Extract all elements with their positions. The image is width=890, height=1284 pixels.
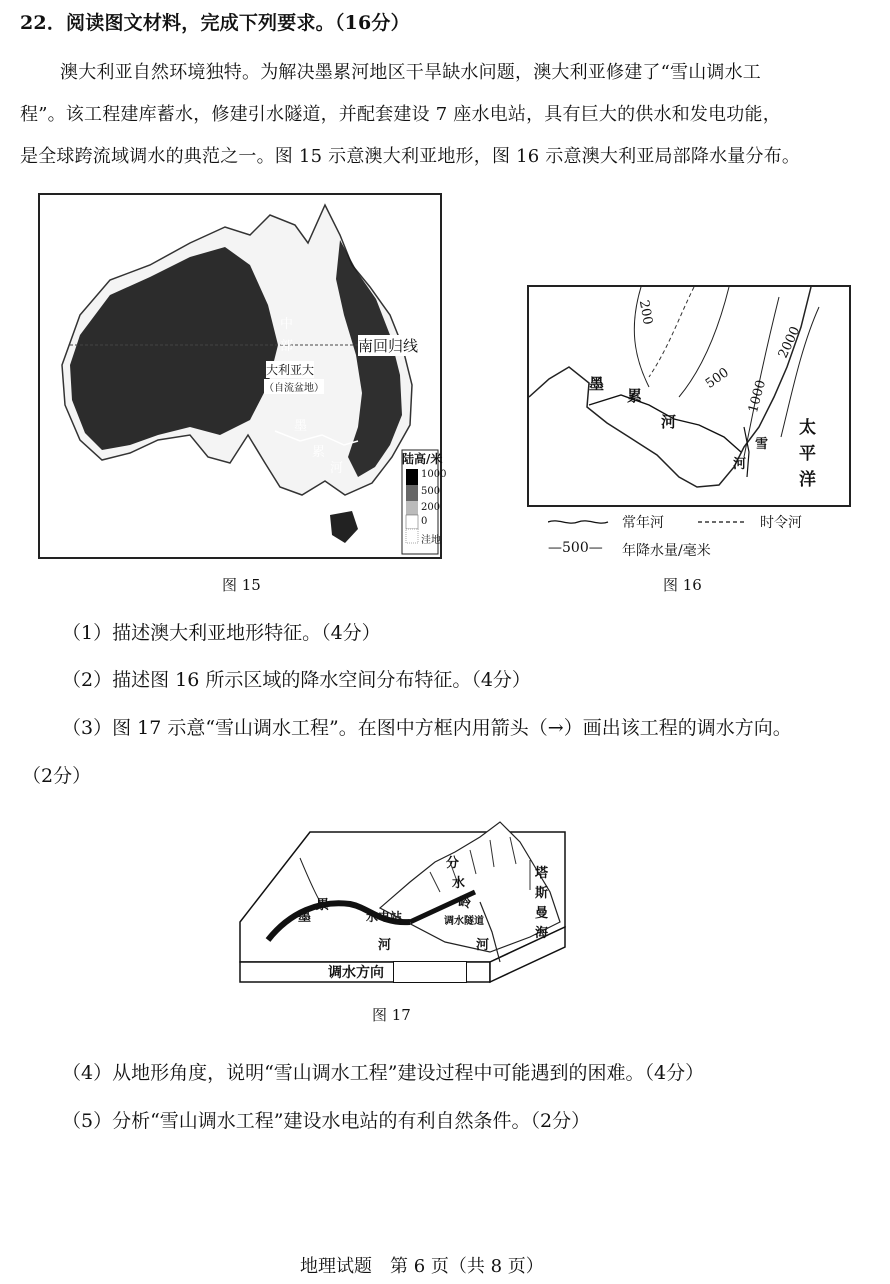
legend-isohyet: 年降水量/毫米 (622, 543, 711, 559)
fig17-caption: 图 17 (372, 1006, 411, 1024)
murray-label-3: 河 (661, 413, 677, 431)
subquestion-5: （5）分析“雪山调水工程”建设水电站的有利自然条件。（2分） (62, 1110, 591, 1132)
fig17-murray-3: 河 (378, 938, 392, 953)
paragraph-line-1: 澳大利亚自然环境独特。为解决墨累河地区干旱缺水问题，澳大利亚修建了“雪山调水工 (60, 62, 761, 83)
contour-label-200: 200 (635, 298, 655, 327)
lowland-label: （自流盆地） (264, 379, 324, 394)
legend-swatch-500 (406, 485, 418, 501)
contour-label-1000: 1000 (746, 378, 770, 415)
fig17-tunnel: 调水隧道 (444, 916, 484, 927)
legend-perennial-symbol (548, 521, 608, 523)
legend-swatch-0 (406, 515, 418, 529)
legend-perennial: 常年河 (622, 515, 664, 531)
tasmania (330, 511, 358, 543)
rainfall-map (527, 285, 851, 507)
fig17-tasman-1: 塔 (535, 866, 549, 881)
legend-value-depression: 洼地 (421, 535, 441, 546)
coastline (529, 287, 811, 487)
terrain-map-graphic (40, 195, 443, 557)
page-footer: 地理试题 第 6 页（共 8 页） (300, 1256, 544, 1277)
murray-label-1: 墨 (589, 375, 605, 393)
central-label: 中 (280, 317, 294, 332)
western-plateau (70, 247, 278, 450)
seasonal-river (649, 287, 694, 377)
snowy-label-2: 河 (733, 457, 747, 472)
legend-value-500: 500 (421, 486, 441, 497)
legend-value-0: 0 (421, 516, 428, 527)
fig17-tasman-3: 曼 (535, 906, 549, 921)
subquestion-3-score: （2分） (22, 765, 92, 787)
fig16-caption: 图 16 (663, 576, 702, 594)
fig15-caption: 图 15 (222, 576, 261, 594)
murray-label-1: 墨 (294, 419, 308, 434)
question-header: 22．阅读图文材料，完成下列要求。（16分） (20, 12, 410, 34)
pacific-label-2: 平 (799, 444, 816, 464)
murray-label-2: 累 (312, 445, 326, 460)
fig17-tasman-4: 海 (535, 926, 549, 941)
legend-swatch-1000 (406, 469, 418, 485)
fig17-murray-2: 累 (316, 898, 330, 913)
subquestion-4: （4）从地形角度，说明“雪山调水工程”建设过程中可能遇到的困难。（4分） (62, 1062, 705, 1084)
fig17-hydro: 水电站 (366, 910, 403, 924)
australia-terrain-map (38, 193, 447, 559)
legend-value-1000: 1000 (421, 469, 447, 480)
legend-swatch-depression (406, 529, 418, 543)
paragraph-line-2: 程”。该工程建库蓄水，修建引水隧道，并配套建设 7 座水电站，具有巨大的供水和发电功能， (20, 104, 781, 125)
contour-label-2000: 2000 (775, 324, 804, 361)
pacific-label-1: 太 (799, 418, 816, 438)
subquestion-2: （2）描述图 16 所示区域的降水空间分布特征。（4分） (62, 669, 531, 691)
contour-label-500: 500 (702, 365, 732, 392)
fig17-tasman-2: 斯 (535, 886, 549, 901)
fig17-murray-1: 墨 (298, 910, 312, 925)
legend-value-200: 200 (421, 502, 441, 513)
snowy-label-1: 雪 (755, 437, 769, 452)
part-label: 部 (280, 339, 294, 354)
subquestion-3: （3）图 17 示意“雪山调水工程”。在图中方框内用箭头（→）画出该工程的调水方向。 (62, 717, 792, 739)
legend-swatch-200 (406, 501, 418, 515)
legend-isohyet-sample: —500— (548, 540, 603, 556)
legend-title: 陆高/米 (402, 452, 443, 466)
basin-label: 大利亚大 (266, 363, 315, 377)
fig17-snowy: 河 (476, 938, 490, 953)
pacific-label-3: 洋 (799, 470, 816, 490)
subquestion-1: （1）描述澳大利亚地形特征。（4分） (62, 622, 381, 644)
murray-label-2: 累 (627, 387, 643, 405)
direction-answer-box[interactable] (393, 961, 467, 983)
fig17-divide-1: 分 (446, 856, 460, 871)
tropic-label: 南回归线 (358, 337, 419, 355)
fig17-divide-2: 水 (452, 876, 466, 891)
murray-label-3: 河 (330, 461, 344, 476)
paragraph-line-3: 是全球跨流域调水的典范之一。图 15 示意澳大利亚地形，图 16 示意澳大利亚局部降水量分布。 (20, 146, 801, 167)
direction-label: 调水方向 (328, 965, 384, 981)
legend-seasonal: 时令河 (760, 515, 802, 531)
fig17-divide-3: 岭 (458, 896, 472, 911)
